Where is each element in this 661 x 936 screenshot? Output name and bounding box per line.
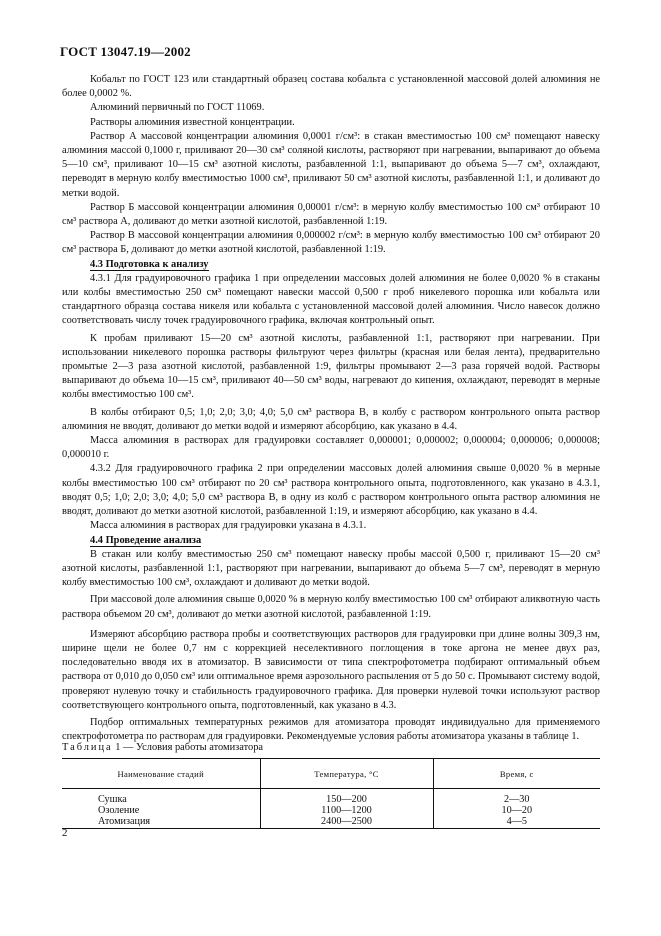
paragraph: Кобальт по ГОСТ 123 или стандартный образец состава кобальта с установленной массовой долей алюминия не более 0,0002 %.	[62, 74, 600, 100]
paragraph: При массовой доле алюминия свыше 0,0020 % в мерную колбу вместимостью 100 см³ отбирают аликвотную часть раствора объемом 20 см³, доливают до метки азотной кислотой, разбавленной 1:19.	[62, 594, 600, 620]
table-row	[62, 805, 600, 816]
table-caption-text: 1 — Условия работы атомизатора	[115, 742, 263, 753]
paragraph: В колбы отбирают 0,5; 1,0; 2,0; 3,0; 4,0; 5,0 см³ раствора В, в колбу с раствором контрольного опыта раствор алюминия не вводят, доливают до метки водой и измеряют абсорбцию, как указано в 4.4.	[62, 406, 600, 432]
section-heading-text: 4.3 Подготовка к анализу	[90, 258, 209, 270]
paragraph: Измеряют абсорбцию раствора пробы и соответствующих растворов для градуировки при длине волны 309,3 нм, ширине щели не более 0,7 нм с коррекцией неселективного поглощения в токе аргона не менее двух раз, последовательно вводя их в атомизатор. В зависимости от типа спектрофотометра подбирают оптимальный объем раствора от 0,010 до 0,050 см³ или оптимальное время аэрозольного распыления от 5 до 50 с. Промывают систему водой, проверяют нулевую точку и стабильность градуировочного графика. Для проверки нулевой точки используют раствор соответствующего контрольного опыта, подготовленный, как указано в 4.3.	[62, 628, 600, 711]
cell-time: 2—30	[433, 789, 600, 806]
table-row	[62, 816, 600, 829]
paragraph: 4.3.2 Для градуировочного графика 2 при определении массовых долей алюминия свыше 0,0020 % в мерные колбы вместимостью 100 см³ отбирают по 20 см³ раствора контрольного опыта, подготовленного, как указано в 4.3.1, вводят 0,5; 1,0; 2,0; 3,0; 4,0; 5,0 см³ раствора В, в одну из колб с раствором контрольного опыта раствор алюминия не вводят, доливают до метки азотной кислотой, разбавленной 1:19, и измеряют абсорбцию, как указано в 4.4.	[62, 463, 600, 518]
column-header-temperature: Температура, °С	[260, 759, 433, 789]
paragraph: 4.3.1 Для градуировочного графика 1 при определении массовых долей алюминия не более 0,0020 % в стаканы или колбы вместимостью 250 см³ помещают навески массой 0,500 г проб никелевого порошка или кобальта или стандартного образца состава никеля или кобальта с установленной массовой долей алюминия. Число навесок должно соответствовать числу точек градуировочного графика, включая контрольный опыт.	[62, 272, 600, 327]
paragraph: Алюминий первичный по ГОСТ 11069.	[90, 102, 265, 114]
section-heading-text: 4.4 Проведение анализа	[90, 534, 202, 546]
column-header-time: Время, с	[433, 759, 600, 789]
cell-stage: Атомизация	[62, 816, 260, 829]
document-body	[62, 73, 600, 744]
cell-temperature: 2400—2500	[260, 816, 433, 829]
section-heading-4-4	[62, 534, 600, 548]
cell-time: 10—20	[433, 805, 600, 816]
cell-time: 4—5	[433, 816, 600, 829]
column-header-stage: Наименование стадий	[62, 759, 260, 789]
paragraph: Подбор оптимальных температурных режимов для атомизатора проводят индивидуально для применяемого спектрофотометра по растворам для градуировки. Рекомендуемые условия работы атомизатора указаны в таблице 1.	[62, 716, 600, 743]
table-caption-label: Таблица	[62, 742, 113, 753]
page-number: 2	[62, 827, 68, 839]
table-caption	[62, 742, 263, 753]
section-heading-4-3	[62, 258, 600, 272]
paragraph: Раствор Б массовой концентрации алюминия 0,00001 г/см³: в мерную колбу вместимостью 100 см³ отбирают 10 см³ раствора А, доливают до метки азотной кислотой, разбавленной 1:19.	[62, 201, 600, 228]
paragraph: Раствор В массовой концентрации алюминия 0,000002 г/см³: в мерную колбу вместимостью 100 см³ отбирают 20 см³ раствора Б, доливают до метки азотной кислотой, разбавленной 1:19.	[62, 230, 600, 256]
cell-temperature: 150—200	[260, 789, 433, 806]
paragraph: Раствор А массовой концентрации алюминия 0,0001 г/см³: в стакан вместимостью 100 см³ помещают навеску алюминия массой 0,1000 г, приливают 20—30 см³ соляной кислоты, растворяют при нагревании, выпаривают до объема 5—10 см³, приливают 10—15 см³ азотной кислоты, разбавленной 1:1, выпаривают до объема 5—7 см³, охлаждают, переводят в мерную колбу вместимостью 1000 см³, приливают 50 см³ азотной кислоты, разбавленной 1:1, и доливают до метки водой.	[62, 130, 600, 199]
document-header: ГОСТ 13047.19—2002	[60, 44, 191, 59]
paragraph: В стакан или колбу вместимостью 250 см³ помещают навеску пробы массой 0,500 г, приливают 15—20 см³ азотной кислоты, разбавленной 1:1, растворяют при нагревании, выпаривают до объема 5—7 см³, переводят в мерную колбу вместимостью 100 см³, охлаждают и доливают до метки водой.	[62, 548, 600, 589]
paragraph: Масса алюминия в растворах для градуировки указана в 4.3.1.	[90, 520, 367, 532]
paragraph: К пробам приливают 15—20 см³ азотной кислоты, разбавленной 1:1, растворяют при нагревании. При использовании никелевого порошка растворы фильтруют через фильтры (красная или белая лента), предварительно промытые 2—3 раза азотной кислотой, разбавленной 1:9, фильтры промывают 2—3 раза горячей водой. Растворы выпаривают до объема 10—15 см³, приливают 40—50 см³ воды, нагревают до кипения, охлаждают, переводят в мерные колбы вместимостью 100 см³.	[62, 332, 600, 401]
cell-stage: Озоление	[62, 805, 260, 816]
atomizer-conditions-table	[62, 758, 600, 829]
cell-temperature: 1100—1200	[260, 805, 433, 816]
table-row	[62, 789, 600, 806]
paragraph: Масса алюминия в растворах для градуировки составляет 0,000001; 0,000002; 0,000004; 0,000006; 0,000008; 0,000010 г.	[62, 435, 600, 461]
paragraph: Растворы алюминия известной концентрации.	[90, 116, 295, 128]
cell-stage: Сушка	[62, 789, 260, 806]
